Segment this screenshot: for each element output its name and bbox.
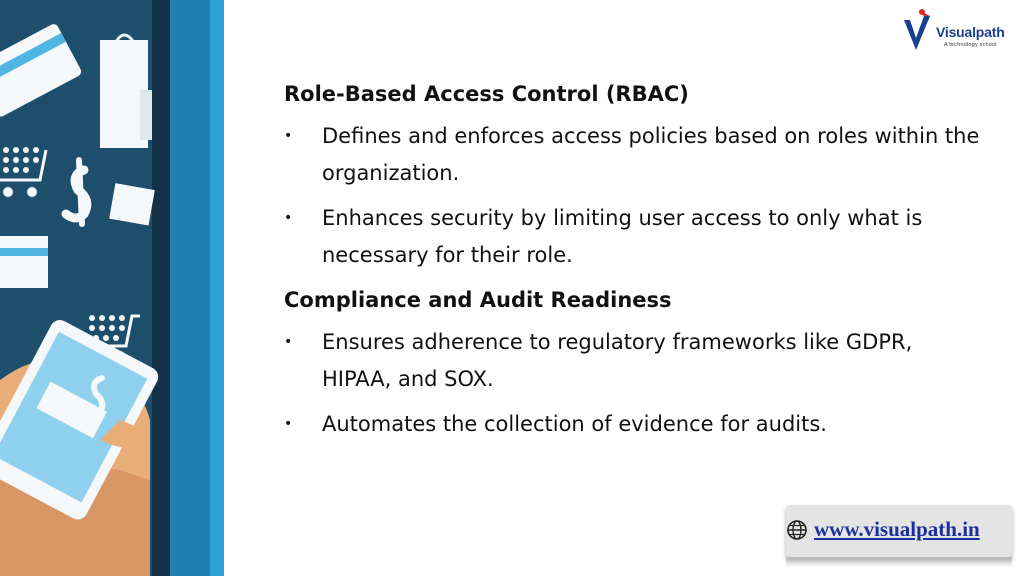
bullet-item [284,200,986,274]
section-heading-rbac: Role-Based Access Control (RBAC) [284,82,689,106]
section-heading-compliance: Compliance and Audit Readiness [284,288,672,312]
website-link[interactable]: www.visualpath.in [814,517,980,541]
bullet-item [284,324,986,398]
visualpath-logo-icon [900,6,936,54]
shopping-bag-icon [100,35,152,148]
logo-name: Visualpath [936,24,1005,40]
decorative-side-panel [0,0,224,576]
credit-card-icon [0,22,83,118]
website-badge [786,505,1012,557]
bullet-text: Defines and enforces access policies based on roles within the organization. [322,124,980,185]
bullet-text: Ensures adherence to regulatory frameworks like GDPR, HIPAA, and SOX. [322,330,913,391]
ecommerce-illustration [0,0,224,576]
bullet-dot: • [284,416,293,432]
bullet-dot: • [284,334,293,350]
bullet-item [284,406,986,443]
bullet-text: Enhances security by limiting user access to only what is necessary for their role. [322,206,923,267]
badge-shadow [786,557,1012,567]
bullet-dot: • [284,128,293,144]
bullet-text: Automates the collection of evidence for audits. [322,412,827,436]
logo-tagline: A technology school [944,42,997,48]
bullet-dot: • [284,210,293,226]
credit-card-icon [0,236,48,288]
credit-card-icon [109,183,155,225]
dollar-sign-icon [66,160,87,224]
slide-content [284,76,1004,451]
shopping-cart-icon [0,147,46,197]
globe-icon [786,519,808,541]
brand-logo [900,6,1010,54]
bullet-item [284,118,986,192]
